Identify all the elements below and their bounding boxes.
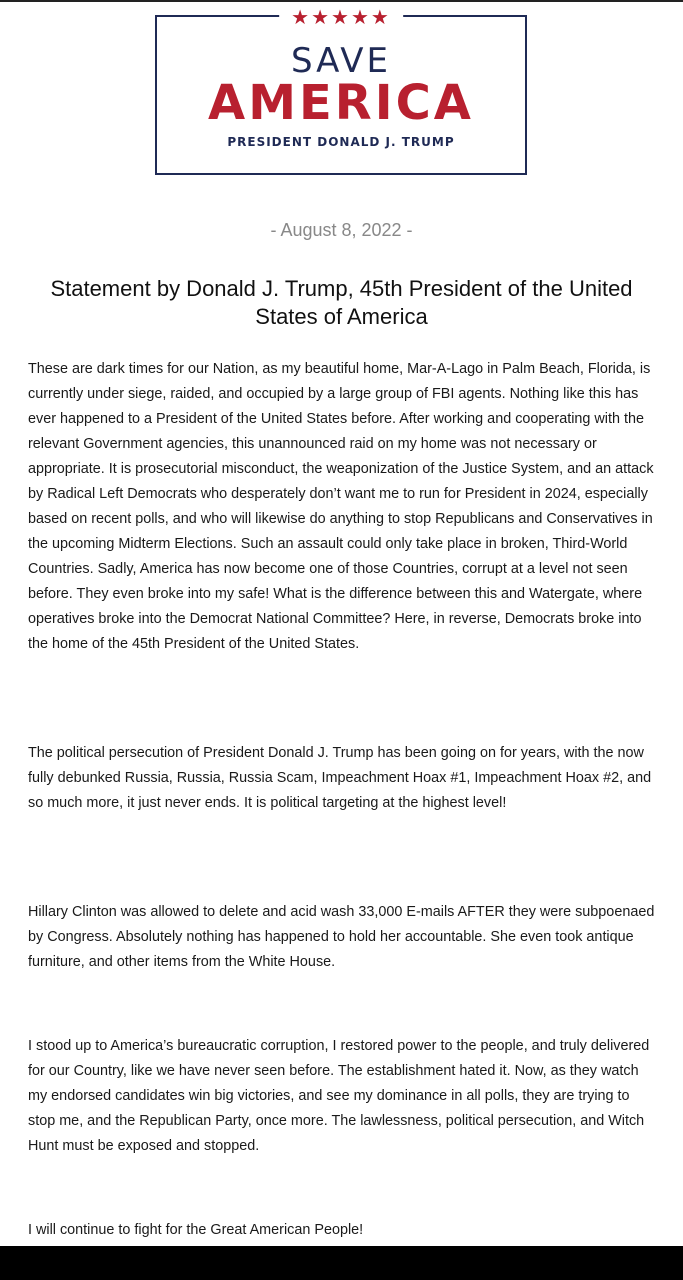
stars-icon: ★★★★★ [279, 5, 403, 29]
logo-save-text: SAVE [290, 41, 392, 81]
top-border [0, 0, 683, 2]
logo-subtitle: PRESIDENT DONALD J. TRUMP [227, 135, 455, 149]
statement-paragraph: The political persecution of President Donald J. Trump has been going on for years, with the now fully debunked Russia, Russia, Russia Scam, Impeachment Hoax #1, Impeachment Hoax #2, and so much more, it just never ends. It is political targeting at the highest level! [28, 745, 652, 811]
bottom-bar [0, 1246, 683, 1280]
statement-title: Statement by Donald J. Trump, 45th President of the United States of America [50, 276, 633, 329]
statement-paragraph: I will continue to fight for the Great American People! [28, 1222, 364, 1238]
save-america-logo [155, 5, 527, 175]
statement-paragraph: Hillary Clinton was allowed to delete and acid wash 33,000 E-mails AFTER they were subpoenaed by Congress. Absolutely nothing has happened to hold her accountable. She even took antique furniture, and other items from the White House. [28, 904, 655, 970]
logo-america-text: AMERICA [208, 75, 474, 131]
statement-paragraph: These are dark times for our Nation, as my beautiful home, Mar-A-Lago in Palm Beach, Florida, is currently under siege, raided, and occupied by a large group of FBI agents. Nothing like this has ever happened to a President of the United States before. After working and cooperating with the relevant Government agencies, this unannounced raid on my home was not necessary or appropriate. It is prosecutorial misconduct, the weaponization of the Justice System, and an attack by Radical Left Democrats who desperately don’t want me to run for President in 2024, especially based on recent polls, and who will likewise do anything to stop Republicans and Conservatives in the upcoming Midterm Elections. Such an assault could only take place in broken, Third-World Countries. Sadly, America has now become one of those Countries, corrupt at a level not seen before. They even broke into my safe! What is the difference between this and Watergate, where operatives broke into the Democrat National Committee? Here, in reverse, Democrats broke into the home of the 45th President of the United States. [28, 361, 654, 652]
statement-date: - August 8, 2022 - [270, 220, 413, 240]
statement-paragraph: I stood up to America’s bureaucratic corruption, I restored power to the people, and truly delivered for our Country, like we have never seen before. The establishment hated it. Now, as they watch my endorsed candidates win big victories, and see my dominance in all polls, they are trying to stop me, and the Republican Party, once more. The lawlessness, political persecution, and Witch Hunt must be exposed and stopped. [28, 1038, 650, 1154]
